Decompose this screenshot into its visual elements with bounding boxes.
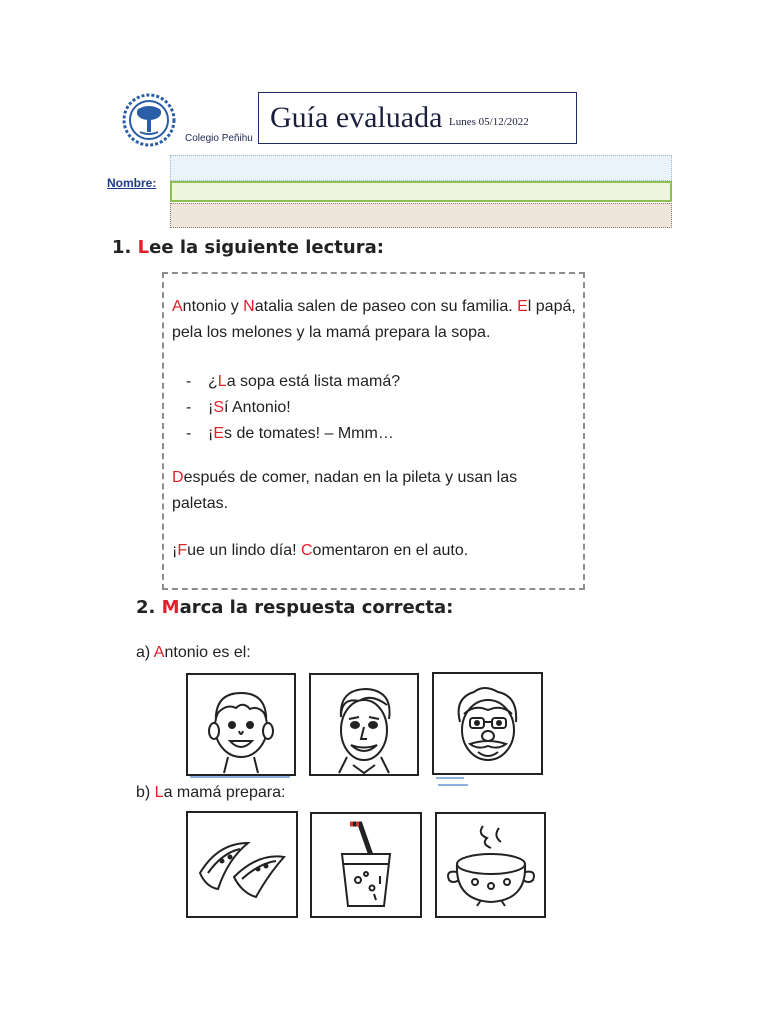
section-2-heading	[136, 597, 453, 618]
course-blank-field[interactable]	[170, 203, 672, 228]
drop-initial: C	[300, 542, 313, 559]
drop-initial: N	[243, 298, 255, 315]
dialog-line: - ¿La sopa está lista mamá?	[186, 373, 401, 390]
drop-initial: A	[172, 298, 183, 315]
drop-initial: D	[172, 469, 184, 486]
question-b	[136, 784, 285, 802]
paragraph-text: omentaron en el auto.	[312, 542, 469, 559]
reading-box	[162, 272, 585, 590]
dialog-punct: ¡	[208, 399, 214, 416]
reading-paragraph-3	[172, 538, 577, 564]
drop-initial: E	[517, 298, 528, 315]
name-field[interactable]	[170, 181, 672, 202]
reading-paragraph-2	[172, 465, 577, 517]
school-logo	[121, 92, 177, 148]
question-text: ntonio es el:	[164, 644, 251, 661]
grandfather-face-icon	[434, 674, 541, 773]
title-box	[258, 92, 577, 144]
question-text: a mamá prepara:	[163, 784, 286, 801]
man-face-icon	[311, 675, 417, 774]
option-underline	[436, 777, 464, 779]
option-soup[interactable]	[435, 812, 546, 918]
section-1-initial: L	[137, 237, 150, 258]
juice-glass-icon	[312, 814, 420, 916]
dialog-punct: ¿	[208, 373, 218, 390]
option-underline	[438, 784, 468, 786]
drop-initial: E	[213, 425, 224, 442]
option-man[interactable]	[309, 673, 419, 776]
section-2-number: 2.	[136, 597, 156, 618]
paragraph-text: atalia salen de paseo con su familia.	[254, 298, 518, 315]
section-1-number: 1.	[112, 237, 132, 258]
question-prefix: a)	[136, 644, 154, 661]
question-a	[136, 644, 251, 662]
dialog-text: s de tomates! – Mmm…	[224, 425, 394, 442]
dialog-line: - ¡Es de tomates! – Mmm…	[186, 425, 394, 442]
name-label: Nombre:	[107, 176, 157, 190]
option-boy[interactable]	[186, 673, 296, 776]
section-1-text: ee la siguiente lectura:	[149, 237, 384, 258]
dialog-punct: ¡	[208, 425, 214, 442]
section-2-initial: M	[161, 597, 180, 618]
drop-initial: S	[213, 399, 224, 416]
section-1-heading	[112, 237, 384, 258]
reading-paragraph-1	[172, 294, 577, 346]
paragraph-punct: ¡	[172, 542, 178, 559]
option-underline	[190, 776, 290, 778]
option-grandfather[interactable]	[432, 672, 543, 775]
dialog-text: a sopa está lista mamá?	[226, 373, 401, 390]
paragraph-text: ue un lindo día!	[187, 542, 301, 559]
section-2-text: arca la respuesta correcta:	[179, 597, 454, 618]
drop-initial: F	[177, 542, 188, 559]
school-name: Colegio Peñihu	[185, 133, 253, 144]
option-juice[interactable]	[310, 812, 422, 918]
paragraph-text: l papá, pela los melones y la mamá prepara la sopa.	[172, 298, 576, 341]
melon-slices-icon	[188, 813, 296, 916]
drop-initial: L	[154, 784, 164, 801]
drop-initial: A	[153, 644, 165, 661]
drop-initial: L	[217, 373, 227, 390]
boy-face-icon	[188, 675, 294, 774]
paragraph-text: espués de comer, nadan en la pileta y usan las paletas.	[172, 469, 518, 512]
soup-pot-icon	[437, 814, 544, 916]
paragraph-text: ntonio y	[182, 298, 244, 315]
header-blank-field[interactable]	[170, 155, 672, 181]
title-date: Lunes 05/12/2022	[449, 116, 529, 128]
page-title: Guía evaluada	[270, 101, 443, 134]
option-melon[interactable]	[186, 811, 298, 918]
dialog-text: í Antonio!	[224, 399, 291, 416]
question-prefix: b)	[136, 784, 155, 801]
dialog-list	[186, 369, 400, 447]
dialog-line: - ¡Sí Antonio!	[186, 399, 291, 416]
